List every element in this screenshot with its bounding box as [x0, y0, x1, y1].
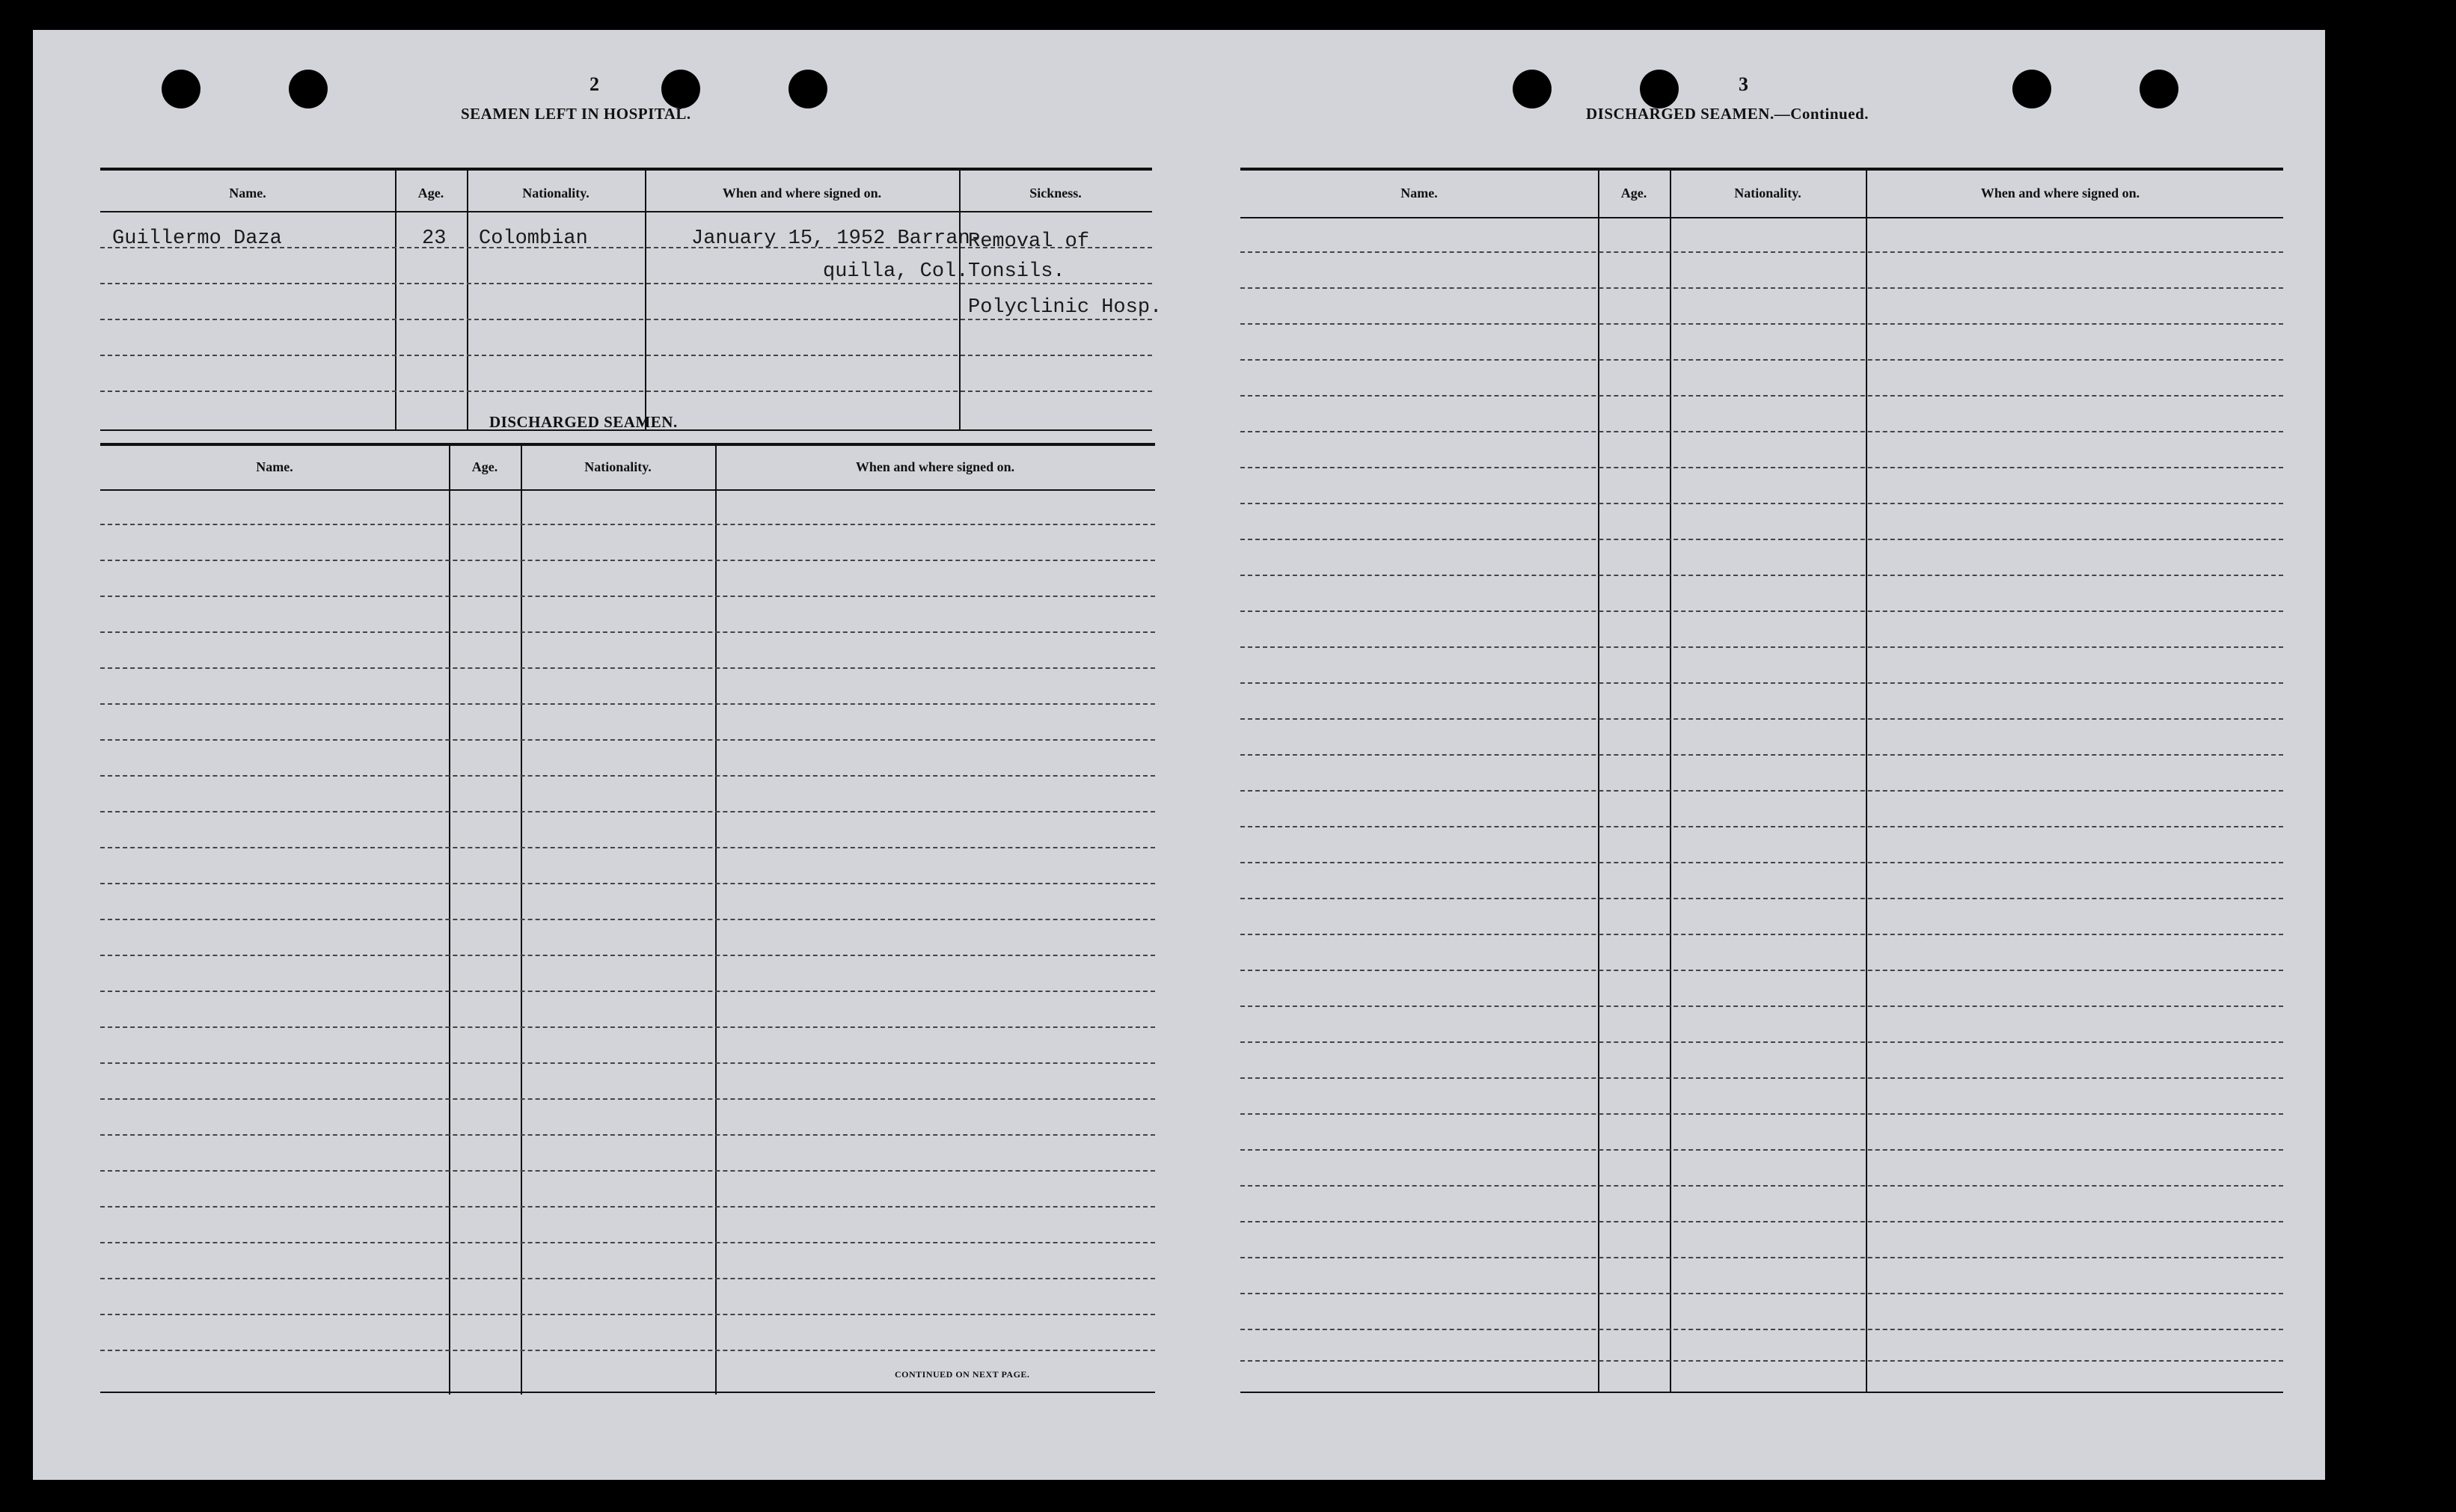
document-sheet: [33, 30, 2325, 1480]
punch-hole: [1640, 70, 1679, 108]
row-line: [100, 524, 1155, 525]
row-line: [1240, 323, 2283, 325]
row-line: [100, 883, 1155, 884]
row-line: [1240, 862, 2283, 863]
row-line: [1240, 287, 2283, 289]
punch-hole: [162, 70, 200, 108]
table-bottom-rule: [100, 1392, 1155, 1393]
header-name: Name.: [229, 186, 266, 201]
row-line: [1240, 359, 2283, 361]
discharged-continued-title: DISCHARGED SEAMEN.—Continued.: [1586, 105, 1869, 123]
row-line: [100, 631, 1155, 633]
table-top-rule: [1240, 168, 2283, 171]
row-line: [100, 1170, 1155, 1172]
header-sickness: Sickness.: [1029, 186, 1082, 201]
header-name: Name.: [256, 459, 293, 474]
header-bottom-rule: [1240, 217, 2283, 218]
page-number-right: 3: [1739, 73, 1748, 95]
row-line: [100, 355, 1152, 356]
punch-hole: [1513, 70, 1552, 108]
header-signed-on: When and where signed on.: [722, 186, 882, 201]
row-line: [100, 991, 1155, 992]
row-line: [1240, 1221, 2283, 1222]
row-line: [1240, 826, 2283, 827]
header-age: Age.: [417, 186, 444, 201]
row-line: [1240, 1329, 2283, 1330]
row-line: [100, 1134, 1155, 1136]
row-line: [100, 1350, 1155, 1351]
row-line: [1240, 1293, 2283, 1294]
header-name: Name.: [1400, 186, 1438, 201]
row-line: [100, 391, 1152, 392]
row-line: [100, 1314, 1155, 1315]
hospital-table: [100, 136, 1163, 435]
row-line: [1240, 1149, 2283, 1151]
hospital-entry-signed-on-line2: quilla, Col.: [823, 260, 969, 283]
row-line: [100, 283, 1152, 284]
row-line: [1240, 898, 2283, 899]
hospital-entry-name: Guillermo Daza: [112, 227, 282, 250]
row-line: [100, 739, 1155, 741]
hospital-entry-sickness-line1: Removal of: [968, 230, 1090, 253]
row-line: [1240, 467, 2283, 468]
row-line: [1240, 1041, 2283, 1043]
row-line: [1240, 1077, 2283, 1079]
punch-hole: [2140, 70, 2178, 108]
header-nationality: Nationality.: [584, 459, 652, 474]
row-line: [100, 775, 1155, 777]
table-top-rule: [100, 443, 1155, 446]
row-line: [100, 1098, 1155, 1100]
column-divider: [1866, 169, 1867, 1393]
punch-hole: [661, 70, 700, 108]
row-line: [1240, 970, 2283, 971]
row-line: [100, 1206, 1155, 1208]
continued-note: CONTINUED ON NEXT PAGE.: [895, 1369, 1030, 1380]
header-signed-on: When and where signed on.: [1980, 186, 2140, 201]
row-line: [1240, 934, 2283, 935]
row-line: [1240, 682, 2283, 684]
punch-hole: [2012, 70, 2051, 108]
table-bottom-rule: [1240, 1392, 2283, 1393]
row-line: [1240, 251, 2283, 253]
row-line: [100, 1242, 1155, 1243]
row-line: [1240, 1006, 2283, 1007]
row-line: [100, 319, 1152, 320]
row-line: [1240, 395, 2283, 397]
row-line: [1240, 503, 2283, 504]
row-line: [100, 596, 1155, 597]
row-line: [100, 1026, 1155, 1028]
page-number-left: 2: [589, 73, 599, 95]
punch-hole: [788, 70, 827, 108]
hospital-entry-age: 23: [422, 227, 447, 250]
row-line: [1240, 575, 2283, 576]
row-line: [1240, 754, 2283, 756]
header-signed-on: When and where signed on.: [855, 459, 1015, 474]
row-line: [1240, 1257, 2283, 1258]
hospital-section-title: SEAMEN LEFT IN HOSPITAL.: [461, 105, 691, 123]
row-line: [100, 847, 1155, 848]
row-line: [100, 703, 1155, 705]
header-nationality: Nationality.: [522, 186, 589, 201]
hospital-entry-sickness-line3: Polyclinic Hosp.: [968, 296, 1163, 319]
row-line: [1240, 539, 2283, 540]
discharged-section-title: DISCHARGED SEAMEN.: [489, 413, 678, 431]
row-line: [100, 919, 1155, 920]
punch-hole: [289, 70, 328, 108]
hospital-entry-nationality: Colombian: [479, 227, 588, 250]
header-age: Age.: [471, 459, 498, 474]
header-age: Age.: [1620, 186, 1647, 201]
column-divider: [1670, 169, 1671, 1393]
row-line: [100, 667, 1155, 669]
row-line: [1240, 790, 2283, 792]
header-bottom-rule: [100, 211, 1152, 212]
row-line: [1240, 431, 2283, 432]
row-line: [100, 1278, 1155, 1279]
row-line: [100, 811, 1155, 812]
column-divider: [1598, 169, 1599, 1393]
row-line: [100, 955, 1155, 956]
discharged-table-right: [1240, 136, 2283, 1401]
row-line: [1240, 1113, 2283, 1115]
header-bottom-rule: [100, 489, 1155, 491]
row-line: [1240, 1185, 2283, 1187]
row-line: [1240, 610, 2283, 612]
row-line: [1240, 1360, 2283, 1362]
row-line: [1240, 718, 2283, 720]
header-nationality: Nationality.: [1734, 186, 1801, 201]
table-top-rule: [100, 168, 1152, 171]
hospital-entry-sickness-line2: Tonsils.: [968, 260, 1065, 283]
row-line: [1240, 646, 2283, 648]
row-line: [100, 1062, 1155, 1064]
discharged-table-left: [100, 443, 1155, 1401]
hospital-entry-signed-on-line1: January 15, 1952 Barran-: [691, 227, 982, 250]
row-line: [100, 560, 1155, 561]
